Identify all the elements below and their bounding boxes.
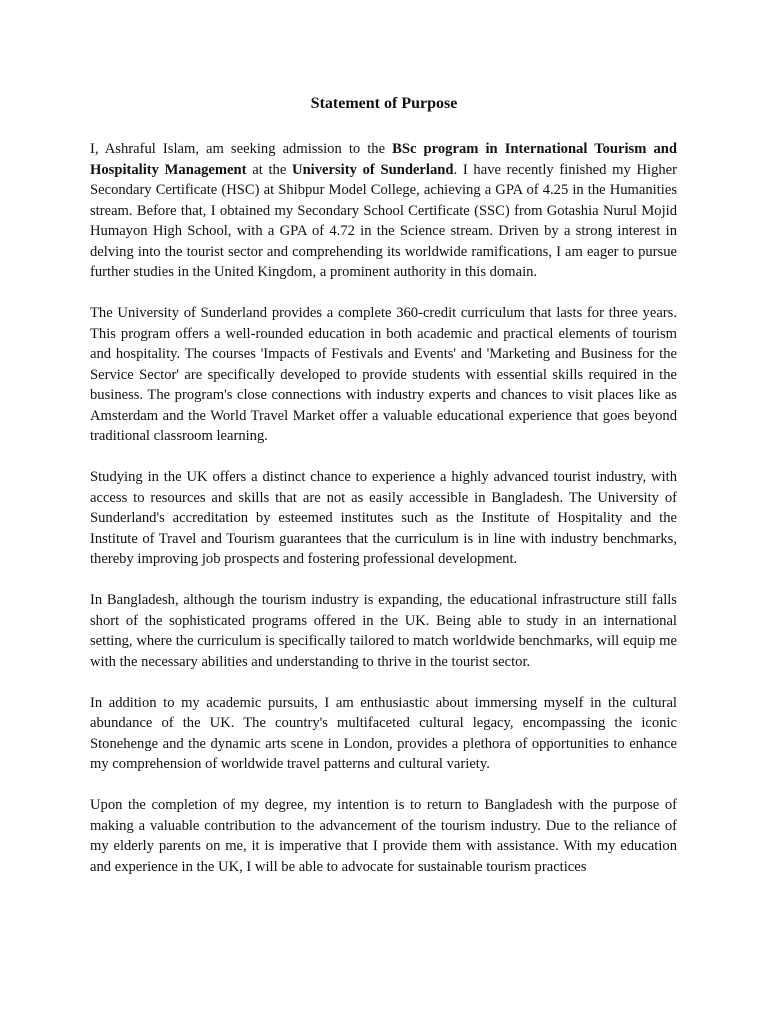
document-body (90, 139, 677, 877)
paragraph-curriculum: The University of Sunderland provides a complete 360-credit curriculum that lasts for three years. This program offers a well-rounded education in both academic and practical elements of tourism and hospitality. The courses 'Impacts of Festivals and Events' and 'Marketing and Business for the Service Sector' are specifically developed to provide students with essential skills required in the business. The program's close connections with industry experts and chances to visit places like as Amsterdam and the World Travel Market offer a valuable educational experience that goes beyond traditional classroom learning. (90, 305, 677, 444)
intro-text-3: . I have recently finished my Higher Secondary Certificate (HSC) at Shibpur Model College, achieving a GPA of 4.25 in the Humanities stream. Before that, I obtained my Secondary School Certificate (SSC) from Gotashia Nurul Mojid Humayon High School, with a GPA of 4.72 in the Science stream. Driven by a strong interest in delving into the tourist sector and comprehending its worldwide ramifications, I am eager to pursue further studies in the United Kingdom, a prominent authority in this domain. (90, 161, 678, 280)
paragraph-intro (90, 139, 677, 283)
intro-text-1: I, Ashraful Islam, am seeking admission to the (90, 141, 393, 157)
paragraph-culture: In addition to my academic pursuits, I am enthusiastic about immersing myself in the cultural abundance of the UK. The country's multifaceted cultural legacy, encompassing the iconic Stonehenge and the dynamic arts scene in London, provides a plethora of opportunities to enhance my comprehension of worldwide travel patterns and cultural variety. (90, 694, 677, 772)
document-title: Statement of Purpose (310, 95, 458, 112)
paragraph-uk-study: Studying in the UK offers a distinct chance to experience a highly advanced tourist industry, with access to resources and skills that are not as easily accessible in Bangladesh. The University of Sunderland's accreditation by esteemed institutes such as the Institute of Hospitality and the Institute of Travel and Tourism guarantees that the curriculum is in line with industry benchmarks, thereby improving job prospects and fostering professional development. (90, 469, 677, 567)
university-name: University of Sunderland (292, 161, 454, 178)
intro-text-2: at the (246, 161, 293, 178)
paragraph-bangladesh: In Bangladesh, although the tourism industry is expanding, the educational infrastructure still falls short of the sophisticated programs offered in the UK. Being able to study in an international setting, where the curriculum is specifically tailored to match worldwide benchmarks, will equip me with the necessary abilities and understanding to thrive in the tourist sector. (90, 592, 677, 670)
paragraph-future-plans: Upon the completion of my degree, my intention is to return to Bangladesh with the purpose of making a valuable contribution to the advancement of the tourism industry. Due to the reliance of my elderly parents on me, it is imperative that I provide them with assistance. With my education and experience in the UK, I will be able to advocate for sustainable tourism practices (90, 797, 677, 875)
program-name: BSc program in International Tourism and Hospitality Management (90, 141, 677, 178)
